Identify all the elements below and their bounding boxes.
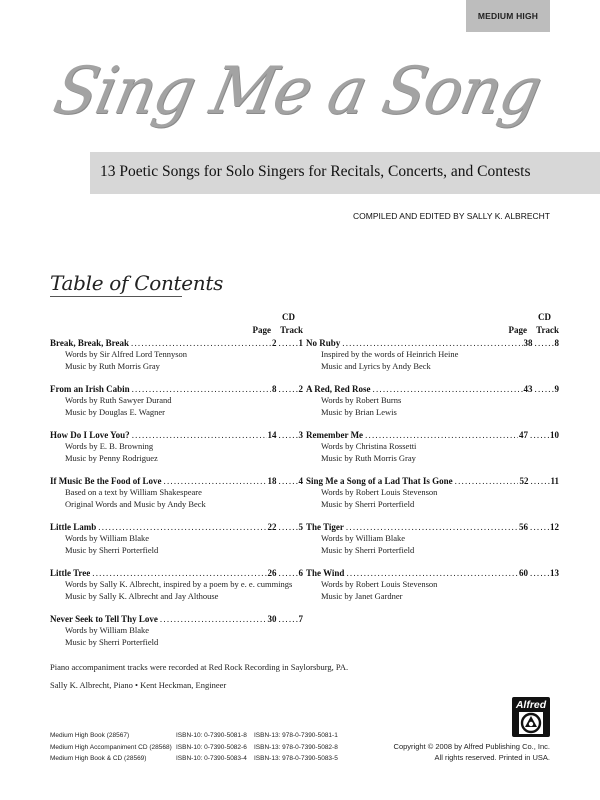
song-credit: Words by Robert Burns [321,395,402,405]
leader-dots [535,384,555,395]
isbn-row [50,753,338,765]
song-credit: Words by William Blake [321,533,406,543]
song-credit: Music by Sherri Porterfield [65,636,159,647]
leader-dots [160,614,267,625]
column-header [50,312,303,338]
leader-dots [530,476,550,487]
toc-entry [50,384,303,418]
leader-dots [530,522,550,533]
alfred-logo-icon [512,697,550,737]
song-title: Sing Me a Song of a Lad That Is Gone [306,476,453,486]
track-number: 1 [298,338,303,348]
toc-entry-line [306,522,559,533]
leader-dots [346,568,518,579]
toc-entry [306,476,559,510]
toc-entry [50,430,303,464]
isbn10: ISBN-10: 0-7390-5082-6 [176,743,247,751]
toc-entry-line [306,430,559,441]
song-title: Little Tree [50,568,91,578]
product-name: Medium High Accompaniment CD (28568) [50,743,172,751]
toc-list-left [50,338,303,648]
page-number: 26 [267,568,277,578]
page-number: 52 [519,476,529,486]
alfred-emblem-icon [519,712,543,734]
leader-dots [279,338,299,349]
copyright-block [394,741,550,763]
song-title: A Red, Red Rose [306,384,371,394]
isbn-row [50,742,338,754]
toc-heading: Table of Contents [50,271,224,295]
toc-underline [50,296,182,297]
track-number: 5 [298,522,303,532]
page-header: Page [508,325,527,335]
copyright-line: Copyright © 2008 by Alfred Publishing Co., Inc. [393,742,550,751]
page-number: 60 [519,568,528,578]
isbn10: ISBN-10: 0-7390-5083-4 [176,755,247,762]
isbn13: ISBN-13: 978-0-7390-5081-1 [254,732,338,739]
isbn-row [50,730,338,742]
song-title: No Ruby [306,338,341,348]
song-title: Little Lamb [50,522,97,532]
track-number: 2 [298,384,303,394]
cd-header: CD [282,312,295,322]
track-number: 12 [550,522,559,532]
track-header: Track [536,325,559,335]
leader-dots [164,476,267,487]
voice-range-tab: MEDIUM HIGH [466,0,550,32]
song-credit: Music by Ruth Morris Gray [321,452,416,463]
track-number: 10 [550,430,559,440]
toc-entry-line [50,476,303,487]
track-number: 7 [298,614,303,624]
song-credit: Music by Ruth Morris Gray [65,360,160,371]
isbn-list [50,730,338,765]
toc-entry [306,568,559,602]
book-subtitle: 13 Poetic Songs for Solo Singers for Recitals, Concerts, and Contests [100,163,531,180]
song-credit: Words by Sally K. Albrecht, inspired by a poem by e. e. cummings [65,579,293,589]
page-number: 43 [523,384,533,394]
leader-dots [279,614,299,625]
song-title: Break, Break, Break [50,338,130,348]
song-title: The Wind [306,568,345,578]
leader-dots [132,384,271,395]
song-credit: Music by Brian Lewis [321,406,397,417]
leader-dots [98,522,266,533]
song-credit: Based on a text by William Shakespeare [65,487,202,497]
product-name: Medium High Book & CD (28569) [50,755,147,762]
book-title: Sing Me a Song [47,52,548,129]
page-number: 38 [523,338,533,348]
toc-entry [306,522,559,556]
toc-entry-line [306,384,559,395]
song-credit: Inspired by the words of Heinrich Heine [321,349,459,359]
recording-note: Piano accompaniment tracks were recorded at Red Rock Recording in Saylorsburg, PA. [50,662,349,672]
isbn13: ISBN-13: 978-0-7390-5082-8 [254,743,338,751]
cd-header: CD [538,312,551,322]
toc-list-right [306,338,559,602]
song-credit: Words by Sir Alfred Lord Tennyson [65,349,188,359]
song-credit: Music and Lyrics by Andy Beck [321,360,431,371]
page-number: 22 [267,522,277,532]
track-number: 13 [550,568,559,578]
page-number: 2 [272,338,277,348]
page-number: 30 [267,614,277,624]
song-title: If Music Be the Food of Love [50,476,162,486]
song-title: How Do I Love You? [50,430,130,440]
page-number: 8 [272,384,277,394]
leader-dots [279,522,299,533]
page-number: 47 [519,430,528,440]
song-credit: Words by E. B. Browning [65,441,154,451]
song-credit: Music by Janet Gardner [321,590,403,601]
leader-dots [530,430,550,441]
toc-entry-line [50,522,303,533]
rights-line: All rights reserved. Printed in USA. [434,753,550,762]
song-title: Remember Me [306,430,364,440]
page-number: 18 [267,476,277,486]
song-credit: Music by Sherri Porterfield [321,544,415,555]
toc-entry [306,430,559,464]
song-credit: Words by William Blake [65,625,150,635]
logo-word: Alfred [515,699,547,711]
leader-dots [535,338,555,349]
leader-dots [365,430,518,441]
song-credit: Words by Robert Louis Stevenson [321,579,438,589]
toc-column-right [306,312,559,614]
song-title: Never Seek to Tell Thy Love [50,614,158,624]
song-credit: Music by Penny Rodriguez [65,452,158,463]
leader-dots [342,338,522,349]
column-header [306,312,559,338]
toc-entry-line [50,614,303,625]
toc-entry [50,568,303,602]
compiled-by: COMPILED AND EDITED BY SALLY K. ALBRECHT [353,211,550,221]
product-name: Medium High Book (28567) [50,732,130,739]
page-number: 14 [267,430,277,440]
isbn13: ISBN-13: 978-0-7390-5083-5 [254,755,338,762]
leader-dots [279,476,299,487]
song-credit: Words by Robert Louis Stevenson [321,487,438,497]
toc-entry [50,522,303,556]
toc-entry [50,614,303,648]
track-number: 9 [554,384,559,394]
leader-dots [279,430,299,441]
leader-dots [132,430,267,441]
leader-dots [279,568,299,579]
song-credit: Words by Ruth Sawyer Durand [65,395,172,405]
toc-column-left [50,312,303,660]
isbn10: ISBN-10: 0-7390-5081-8 [176,732,247,739]
track-header: Track [280,325,303,335]
leader-dots [373,384,523,395]
song-credit: Music by Sherri Porterfield [321,498,415,509]
track-number: 4 [298,476,303,486]
toc-entry-line [50,430,303,441]
leader-dots [279,384,299,395]
track-number: 11 [550,476,559,486]
toc-entry-line [306,568,559,579]
page-header: Page [252,325,271,335]
toc-entry-line [306,338,559,349]
leader-dots [455,476,519,487]
toc-entry [50,476,303,510]
song-credit: Words by William Blake [65,533,150,543]
toc-entry-line [50,568,303,579]
toc-entry [306,384,559,418]
toc-entry-line [50,384,303,395]
page-number: 56 [519,522,528,532]
performers-note: Sally K. Albrecht, Piano • Kent Heckman, Engineer [50,680,227,690]
track-number: 8 [554,338,559,348]
song-credit: Original Words and Music by Andy Beck [65,498,206,509]
toc-entry [50,338,303,372]
leader-dots [346,522,518,533]
toc-entry-line [306,476,559,487]
song-credit: Music by Douglas E. Wagner [65,406,165,417]
toc-entry-line [50,338,303,349]
leader-dots [92,568,266,579]
song-credit: Words by Christina Rossetti [321,441,417,451]
toc-entry [306,338,559,372]
leader-dots [131,338,271,349]
track-number: 3 [298,430,303,440]
song-credit: Music by Sally K. Albrecht and Jay Althouse [65,590,219,601]
track-number: 6 [298,568,303,578]
song-title: The Tiger [306,522,344,532]
leader-dots [530,568,550,579]
song-title: From an Irish Cabin [50,384,130,394]
song-credit: Music by Sherri Porterfield [65,544,159,555]
